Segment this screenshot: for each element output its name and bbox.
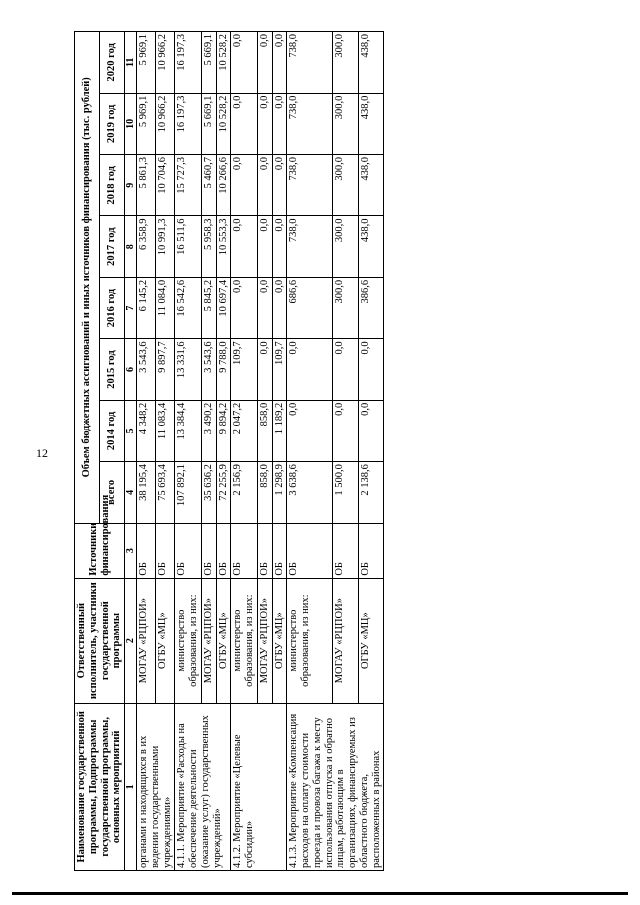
value-cell: 300,0: [333, 93, 359, 154]
value-cell: 0,0: [257, 32, 272, 94]
value-cell: 386,6: [358, 277, 384, 338]
column-number: 8: [125, 216, 137, 277]
row-name-cell: 4.1.2. Мероприятие «Целевые субсидии»: [231, 703, 287, 870]
value-cell: 0,0: [358, 339, 384, 400]
value-cell: 10 966,2: [156, 32, 175, 94]
value-cell: 16 197,3: [175, 93, 202, 154]
value-cell: 6 358,9: [137, 216, 156, 277]
column-number-row: [125, 32, 137, 871]
value-cell: 3 490,2: [201, 400, 216, 461]
value-cell: 10 528,2: [216, 32, 231, 94]
value-cell: 10 528,2: [216, 93, 231, 154]
value-cell: 738,0: [287, 155, 333, 216]
value-cell: 10 697,4: [216, 277, 231, 338]
value-cell: 0,0: [272, 277, 287, 338]
source-cell: ОБ: [216, 523, 231, 578]
column-number: 2: [125, 578, 137, 703]
value-cell: 2 156,9: [231, 462, 258, 523]
value-cell: 0,0: [231, 32, 258, 94]
value-cell: 0,0: [358, 400, 384, 461]
value-cell: 858,0: [257, 400, 272, 461]
value-cell: 438,0: [358, 32, 384, 94]
value-cell: 109,7: [272, 339, 287, 400]
executor-cell: ОГБУ «МЦ»: [358, 578, 384, 703]
page-number: 12: [36, 446, 48, 460]
value-cell: 3 543,6: [201, 339, 216, 400]
col-header-year: 2015 год: [100, 339, 125, 400]
col-header-executor: Ответственный исполнитель, участники государственной программы: [75, 578, 125, 703]
source-cell: ОБ: [257, 523, 272, 578]
source-cell: ОБ: [333, 523, 359, 578]
value-cell: 300,0: [333, 277, 359, 338]
executor-cell: МОГАУ «РЦПОИ»: [137, 578, 156, 703]
value-cell: 738,0: [287, 93, 333, 154]
table-row: [231, 32, 258, 871]
value-cell: 13 331,6: [175, 339, 202, 400]
value-cell: 0,0: [231, 216, 258, 277]
column-number: 1: [125, 703, 137, 870]
column-number: 10: [125, 93, 137, 154]
value-cell: 109,7: [231, 339, 258, 400]
value-cell: 10 991,3: [156, 216, 175, 277]
value-cell: 5 460,7: [201, 155, 216, 216]
source-cell: ОБ: [272, 523, 287, 578]
value-cell: 6 145,2: [137, 277, 156, 338]
value-cell: 10 553,3: [216, 216, 231, 277]
value-cell: 300,0: [333, 216, 359, 277]
value-cell: 686,6: [287, 277, 333, 338]
value-cell: 0,0: [257, 216, 272, 277]
value-cell: 858,0: [257, 462, 272, 523]
value-cell: 5 969,1: [137, 32, 156, 94]
value-cell: 72 255,9: [216, 462, 231, 523]
source-cell: ОБ: [287, 523, 333, 578]
value-cell: 75 693,4: [156, 462, 175, 523]
value-cell: 3 638,6: [287, 462, 333, 523]
value-cell: 438,0: [358, 93, 384, 154]
value-cell: 0,0: [272, 216, 287, 277]
value-cell: 5 969,1: [137, 93, 156, 154]
value-cell: 0,0: [272, 155, 287, 216]
col-header-name: Наименование государственной программы, Подпрограммы государственной программы, основных мероприятий: [75, 703, 125, 870]
value-cell: 10 966,2: [156, 93, 175, 154]
value-cell: 300,0: [333, 155, 359, 216]
executor-cell: министерство образования, из них:: [231, 578, 258, 703]
table-body: [137, 32, 384, 871]
value-cell: 0,0: [287, 339, 333, 400]
value-cell: 0,0: [272, 93, 287, 154]
value-cell: 35 636,2: [201, 462, 216, 523]
rotated-table-wrapper: [74, 31, 624, 871]
column-number: 3: [125, 523, 137, 578]
value-cell: 0,0: [333, 339, 359, 400]
col-header-year: 2020 год: [100, 32, 125, 94]
value-cell: 16 511,6: [175, 216, 202, 277]
column-number: 6: [125, 339, 137, 400]
value-cell: 11 083,4: [156, 400, 175, 461]
value-cell: 1 189,2: [272, 400, 287, 461]
source-cell: ОБ: [201, 523, 216, 578]
value-cell: 5 845,2: [201, 277, 216, 338]
value-cell: 3 543,6: [137, 339, 156, 400]
page-bottom-rule: [12, 892, 628, 895]
executor-cell: ОГБУ «МЦ»: [216, 578, 231, 703]
executor-cell: МОГАУ «РЦПОИ»: [333, 578, 359, 703]
value-cell: 38 195,4: [137, 462, 156, 523]
col-header-funding: Объем бюджетных ассигнований и иных источников финансирования (тыс. рублей): [75, 32, 100, 524]
value-cell: 9 788,0: [216, 339, 231, 400]
col-header-year: 2017 год: [100, 216, 125, 277]
column-number: 5: [125, 400, 137, 461]
value-cell: 0,0: [257, 93, 272, 154]
source-cell: ОБ: [137, 523, 156, 578]
value-cell: 0,0: [257, 155, 272, 216]
column-number: 11: [125, 32, 137, 94]
value-cell: 5 669,1: [201, 93, 216, 154]
col-header-year: 2016 год: [100, 277, 125, 338]
executor-cell: МОГАУ «РЦПОИ»: [201, 578, 216, 703]
row-name-cell: 4.1.1. Мероприятие «Расходы на обеспечение деятельности (оказание услуг) государственных учреждений»: [175, 703, 231, 870]
value-cell: 0,0: [333, 400, 359, 461]
value-cell: 0,0: [231, 155, 258, 216]
source-cell: ОБ: [156, 523, 175, 578]
source-cell: ОБ: [175, 523, 202, 578]
value-cell: 1 500,0: [333, 462, 359, 523]
value-cell: 16 197,3: [175, 32, 202, 94]
executor-cell: ОГБУ «МЦ»: [272, 578, 287, 703]
row-name-cell: 4.1.3. Мероприятие «Компенсация расходов на оплату стоимости проезда и провоза багажа к месту использования отпуска и обратно лицам, работающим в организациях, финансируемых из областного бюджета, расположенных в районах: [287, 703, 384, 870]
value-cell: 738,0: [287, 32, 333, 94]
column-number: 4: [125, 462, 137, 523]
header-row-1: [75, 32, 100, 871]
column-number: 7: [125, 277, 137, 338]
value-cell: 0,0: [257, 277, 272, 338]
col-header-total: всего: [100, 462, 125, 523]
executor-cell: МОГАУ «РЦПОИ»: [257, 578, 272, 703]
value-cell: 0,0: [287, 400, 333, 461]
value-cell: 11 084,0: [156, 277, 175, 338]
col-header-year: 2014 год: [100, 400, 125, 461]
funding-table: [74, 31, 384, 871]
value-cell: 438,0: [358, 155, 384, 216]
value-cell: 2 047,2: [231, 400, 258, 461]
value-cell: 16 542,6: [175, 277, 202, 338]
row-name-cell: органами и находящихся в их ведении государственными учреждениями»: [137, 703, 175, 870]
source-cell: ОБ: [358, 523, 384, 578]
value-cell: 300,0: [333, 32, 359, 94]
col-header-year: 2018 год: [100, 155, 125, 216]
value-cell: 107 892,1: [175, 462, 202, 523]
source-cell: ОБ: [231, 523, 258, 578]
value-cell: 2 138,6: [358, 462, 384, 523]
value-cell: 13 384,4: [175, 400, 202, 461]
value-cell: 5 861,3: [137, 155, 156, 216]
value-cell: 10 704,6: [156, 155, 175, 216]
executor-cell: министерство образования, из них:: [287, 578, 333, 703]
value-cell: 9 897,7: [156, 339, 175, 400]
value-cell: 5 669,1: [201, 32, 216, 94]
executor-cell: ОГБУ «МЦ»: [156, 578, 175, 703]
value-cell: 0,0: [257, 339, 272, 400]
value-cell: 15 727,3: [175, 155, 202, 216]
column-number: 9: [125, 155, 137, 216]
executor-cell: министерство образования, из них:: [175, 578, 202, 703]
col-header-year: 2019 год: [100, 93, 125, 154]
value-cell: 10 266,6: [216, 155, 231, 216]
table-row: [175, 32, 202, 871]
table-row: [287, 32, 333, 871]
value-cell: 738,0: [287, 216, 333, 277]
col-header-source: Источники финансирования: [75, 523, 125, 578]
value-cell: 0,0: [272, 32, 287, 94]
value-cell: 0,0: [231, 277, 258, 338]
value-cell: 1 298,9: [272, 462, 287, 523]
value-cell: 9 894,2: [216, 400, 231, 461]
table-row: [137, 32, 156, 871]
value-cell: 4 348,2: [137, 400, 156, 461]
value-cell: 0,0: [231, 93, 258, 154]
value-cell: 438,0: [358, 216, 384, 277]
value-cell: 5 958,3: [201, 216, 216, 277]
